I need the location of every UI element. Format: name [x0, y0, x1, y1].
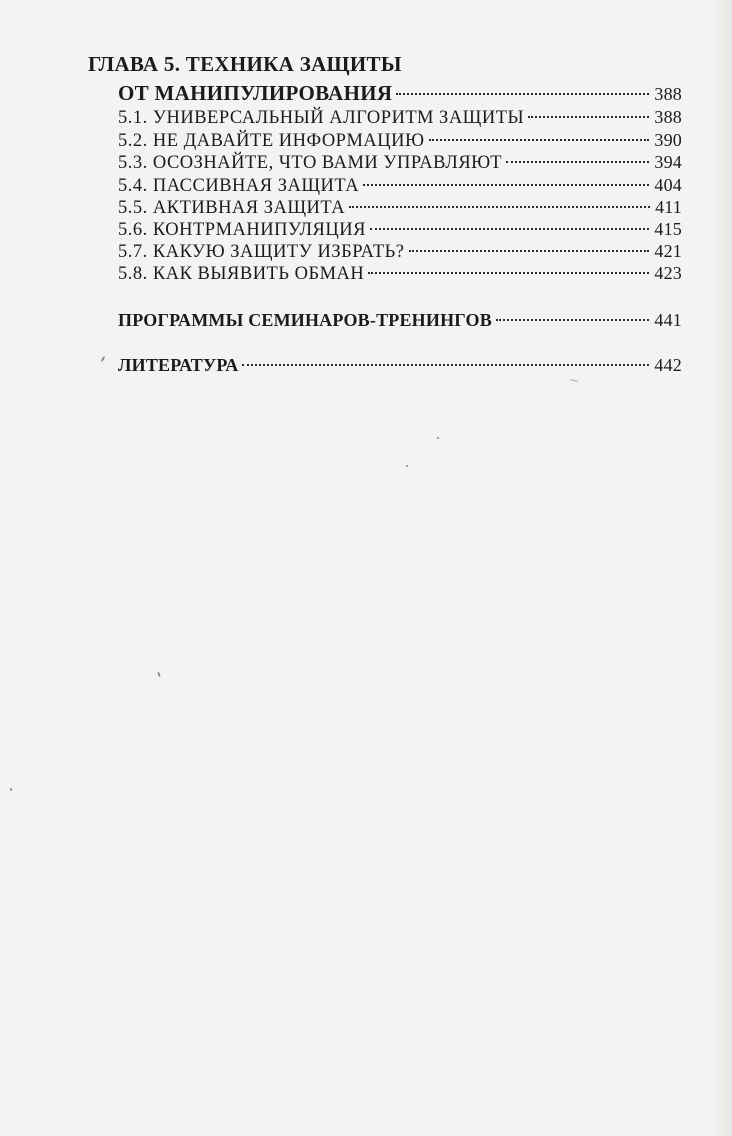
toc-entry-5-4[interactable]: [118, 175, 682, 197]
table-of-contents: [0, 0, 732, 400]
dot-leader: [370, 228, 649, 230]
entry-title: 5.6. КОНТРМАНИПУЛЯЦИЯ: [118, 220, 366, 240]
page-number: 394: [654, 152, 682, 172]
chapter-title: ГЛАВА 5. ТЕХНИКА ЗАЩИТЫ: [88, 52, 402, 76]
page-number: 421: [654, 241, 682, 261]
dot-leader: [368, 272, 649, 274]
toc-entry-5-8[interactable]: [118, 263, 682, 285]
toc-entry-5-7[interactable]: [118, 241, 682, 263]
page-number: 388: [654, 107, 682, 127]
scan-speck: [10, 788, 12, 791]
dot-leader: [429, 139, 650, 141]
page-number: 415: [654, 219, 682, 239]
chapter-title-line2: ОТ МАНИПУЛИРОВАНИЯ: [118, 81, 393, 105]
toc-entry-5-1[interactable]: [118, 107, 682, 129]
entry-title: 5.7. КАКУЮ ЗАЩИТУ ИЗБРАТЬ?: [118, 242, 405, 262]
page-number: 390: [654, 130, 682, 150]
dot-leader: [349, 206, 650, 208]
dot-leader: [496, 319, 649, 321]
scan-speck: [406, 465, 408, 467]
dot-leader: [528, 116, 649, 118]
page-number: 423: [654, 263, 682, 283]
entry-title: ПРОГРАММЫ СЕМИНАРОВ-ТРЕНИНГОВ: [118, 310, 492, 330]
toc-entry-5-5[interactable]: [118, 197, 682, 219]
entry-title: 5.5. АКТИВНАЯ ЗАЩИТА: [118, 198, 346, 218]
scan-speck: [157, 672, 161, 677]
page-number: 388: [654, 84, 682, 104]
toc-entry-literature[interactable]: [118, 355, 682, 376]
entry-title: 5.8. КАК ВЫЯВИТЬ ОБМАН: [118, 264, 365, 284]
dot-leader: [506, 161, 649, 163]
dot-leader: [409, 250, 650, 252]
entry-title: 5.2. НЕ ДАВАЙТЕ ИНФОРМАЦИЮ: [118, 131, 425, 151]
page-number: 404: [654, 175, 682, 195]
toc-entry-5-3[interactable]: [118, 152, 682, 174]
entry-title: 5.3. ОСОЗНАЙТЕ, ЧТО ВАМИ УПРАВЛЯЮТ: [118, 153, 503, 173]
page-number: 442: [654, 355, 682, 375]
entry-title: 5.4. ПАССИВНАЯ ЗАЩИТА: [118, 176, 360, 196]
page-number: 411: [655, 197, 682, 217]
toc-entry-programs[interactable]: [118, 310, 682, 331]
toc-entry-5-2[interactable]: [118, 130, 682, 152]
dot-leader: [242, 364, 649, 366]
dot-leader: [396, 93, 649, 95]
toc-entry-5-6[interactable]: [118, 219, 682, 241]
entry-title: 5.1. УНИВЕРСАЛЬНЫЙ АЛГОРИТМ ЗАЩИТЫ: [118, 108, 525, 128]
dot-leader: [363, 184, 649, 186]
entry-title: ЛИТЕРАТУРА: [118, 355, 239, 375]
scan-speck: [437, 437, 439, 439]
page-number: 441: [654, 310, 682, 330]
chapter-entry[interactable]: [118, 81, 682, 106]
